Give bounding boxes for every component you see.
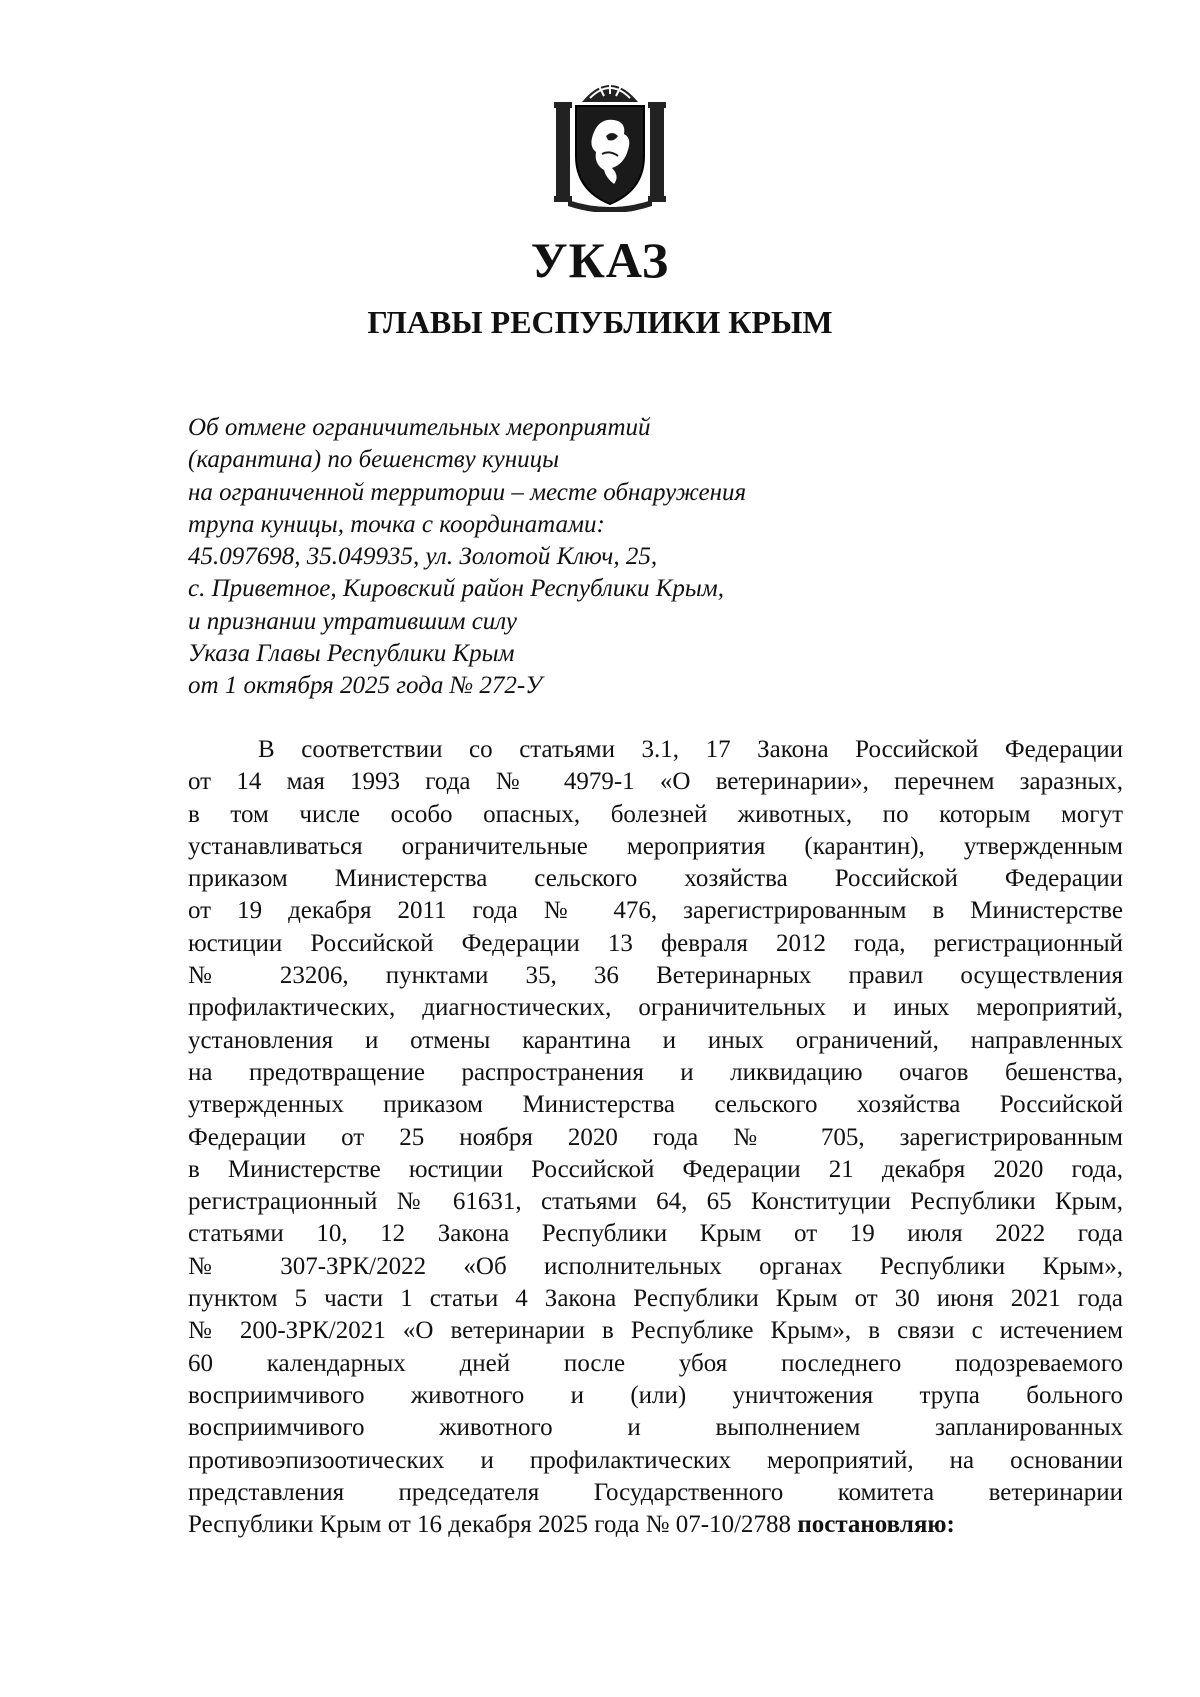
body-line: № 200-ЗРК/2021 «О ветеринарии в Республике Крым», в связи с истечением bbox=[188, 1317, 1123, 1345]
body-line: В соответствии со статьями 3.1, 17 Закона Российской Федерации bbox=[258, 736, 1123, 763]
body-line: статьями 10, 12 Закона Республики Крым от 19 июля 2022 года bbox=[188, 1220, 1123, 1248]
heading-line: трупа куницы, точка с координатами: bbox=[188, 510, 605, 538]
document-subtitle: ГЛАВЫ РЕСПУБЛИКИ КРЫМ bbox=[367, 304, 833, 340]
body-line: в Министерстве юстиции Российской Федерации 21 декабря 2020 года, bbox=[188, 1155, 1123, 1183]
heading-line: с. Приветное, Кировский район Республики Крым, bbox=[188, 575, 724, 603]
heading-line: 45.097698, 35.049935, ул. Золотой Ключ, 25, bbox=[188, 543, 658, 571]
document-title: УКАЗ bbox=[530, 232, 670, 288]
body-line: противоэпизоотических и профилактических мероприятий, на основании bbox=[188, 1446, 1123, 1474]
decree-body bbox=[188, 734, 1123, 1541]
body-line: в том числе особо опасных, болезней животных, по которым могут bbox=[188, 800, 1123, 828]
body-line: представления председателя Государственного комитета ветеринарии bbox=[188, 1478, 1123, 1506]
body-line: устанавливаться ограничительные мероприятия (карантин), утвержденным bbox=[188, 832, 1123, 860]
body-line: установления и отмены карантина и иных ограничений, направленных bbox=[188, 1026, 1123, 1054]
heading-line: Указа Главы Республики Крым bbox=[188, 640, 515, 668]
body-last-line-text: Республики Крым от 16 декабря 2025 года № 07-10/2788 bbox=[188, 1511, 792, 1539]
heading-line: и признании утратившим силу bbox=[188, 607, 517, 635]
resolution-word: постановляю: bbox=[797, 1511, 955, 1539]
body-line: 60 календарных дней после убоя последнего подозреваемого bbox=[188, 1349, 1123, 1377]
body-line: от 19 декабря 2011 года № 476, зарегистрированным в Министерстве bbox=[188, 897, 1123, 925]
body-last-line bbox=[188, 1509, 1123, 1541]
body-line: юстиции Российской Федерации 13 февраля 2012 года, регистрационный bbox=[188, 929, 1123, 957]
body-line: регистрационный № 61631, статьями 64, 65 Конституции Республики Крым, bbox=[188, 1188, 1123, 1216]
decree-heading bbox=[188, 412, 888, 703]
body-line: утвержденных приказом Министерства сельского хозяйства Российской bbox=[188, 1091, 1123, 1119]
body-line: восприимчивого животного и (или) уничтожения трупа больного bbox=[188, 1381, 1123, 1409]
heading-line: (карантина) по бешенству куницы bbox=[188, 446, 560, 474]
body-line: на предотвращение распространения и ликвидацию очагов бешенства, bbox=[188, 1058, 1123, 1086]
body-line: приказом Министерства сельского хозяйства Российской Федерации bbox=[188, 865, 1123, 893]
crimea-coat-of-arms-icon bbox=[554, 72, 666, 212]
heading-line: Об отмене ограничительных мероприятий bbox=[188, 414, 651, 441]
body-line: пунктом 5 части 1 статьи 4 Закона Республики Крым от 30 июня 2021 года bbox=[188, 1285, 1123, 1313]
body-line: № 307-ЗРК/2022 «Об исполнительных органах Республики Крым», bbox=[188, 1252, 1123, 1280]
heading-line: на ограниченной территории – месте обнаружения bbox=[188, 478, 747, 506]
heading-line: от 1 октября 2025 года № 272-У bbox=[188, 672, 543, 700]
body-line: профилактических, диагностических, ограничительных и иных мероприятий, bbox=[188, 994, 1123, 1022]
body-line: от 14 мая 1993 года № 4979-1 «О ветеринарии», перечнем заразных, bbox=[188, 768, 1123, 796]
body-line: Федерации от 25 ноября 2020 года № 705, зарегистрированным bbox=[188, 1123, 1123, 1151]
body-line: восприимчивого животного и выполнением запланированных bbox=[188, 1414, 1123, 1442]
body-line: № 23206, пунктами 35, 36 Ветеринарных правил осуществления bbox=[188, 962, 1123, 990]
